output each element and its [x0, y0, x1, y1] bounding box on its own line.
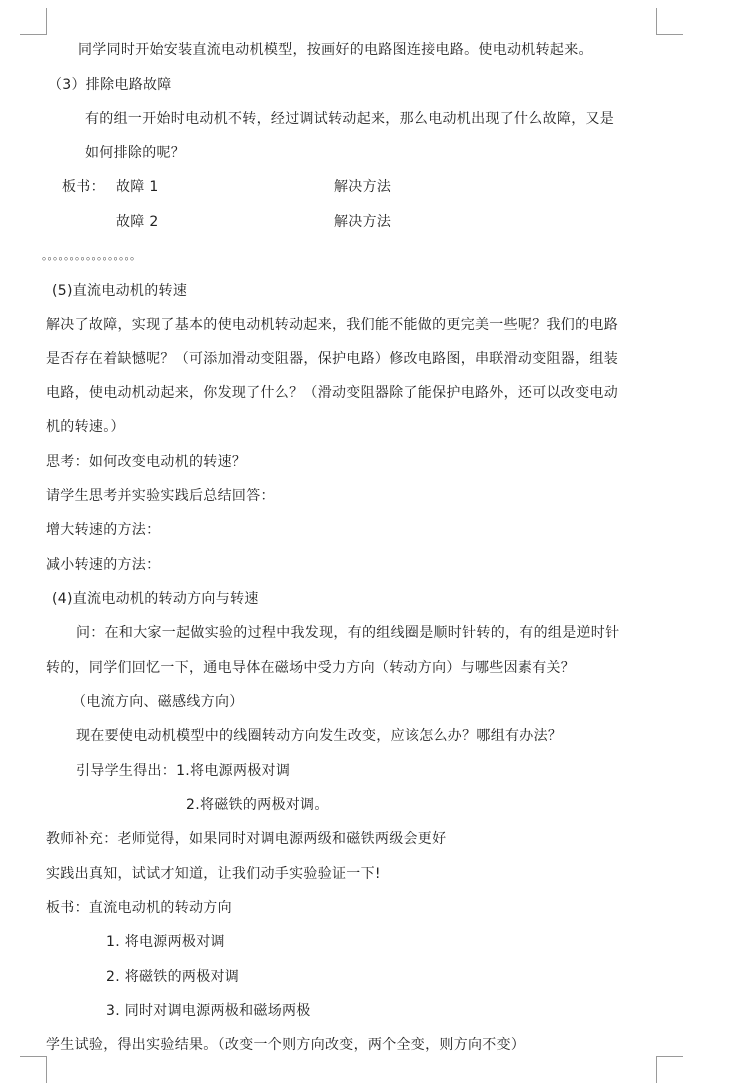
- paragraph-line: 学生试验，得出实验结果。（改变一个则方向改变，两个全变，则方向不变）: [46, 1037, 526, 1053]
- section-heading: （3）排除电路故障: [48, 77, 172, 93]
- paragraph-line: 转的，同学们回忆一下，通电导体在磁场中受力方向（转动方向）与哪些因素有关？: [46, 660, 576, 676]
- paragraph-line: 如何排除的呢？: [85, 145, 186, 161]
- section-heading: (4)直流电动机的转动方向与转速: [52, 591, 259, 607]
- paragraph-line: 2.将磁铁的两极对调。: [186, 797, 329, 813]
- crop-mark-bottom-right: [656, 1056, 683, 1083]
- paragraph-line: （电流方向、磁感线方向）: [72, 694, 244, 710]
- section-heading: (5)直流电动机的转速: [52, 283, 188, 299]
- list-item: 2. 将磁铁的两极对调: [106, 969, 240, 985]
- crop-mark-top-right: [656, 8, 683, 35]
- crop-mark-bottom-left: [20, 1056, 47, 1083]
- paragraph-line: 思考：如何改变电动机的转速？: [46, 454, 247, 470]
- fault-item: 故障 1: [116, 179, 159, 195]
- paragraph-line: 同学同时开始安装直流电动机模型，按画好的电路图连接电路。使电动机转起来。: [78, 42, 593, 58]
- paragraph-line: 问：在和大家一起做实验的过程中我发现，有的组线圈是顺时针转的，有的组是逆时针: [76, 625, 620, 641]
- paragraph-line: 请学生思考并实验实践后总结回答：: [46, 488, 275, 504]
- paragraph-line: 减小转速的方法：: [46, 557, 161, 573]
- paragraph-line: 机的转速。）: [46, 419, 125, 435]
- paragraph-line: 教师补充：老师觉得，如果同时对调电源两级和磁铁两级会更好: [46, 831, 447, 847]
- list-item: 1. 将电源两极对调: [106, 934, 225, 950]
- board-heading: 板书：直流电动机的转动方向: [46, 900, 232, 916]
- crop-mark-top-left: [20, 8, 47, 35]
- paragraph-line: 引导学生得出：1.将电源两极对调: [76, 763, 291, 779]
- fault-item: 故障 2: [116, 214, 159, 230]
- board-label: 板书：: [62, 179, 105, 195]
- paragraph-line: 增大转速的方法：: [46, 522, 161, 538]
- paragraph-line: 解决了故障，实现了基本的使电动机转动起来，我们能不能做的更完美一些呢？我们的电路: [46, 317, 618, 333]
- paragraph-line: 现在要使电动机模型中的线圈转动方向发生改变，应该怎么办？哪组有办法？: [76, 728, 563, 744]
- solution-item: 解决方法: [334, 179, 392, 195]
- paragraph-line: 有的组一开始时电动机不转，经过调试转动起来，那么电动机出现了什么故障，又是: [85, 111, 615, 127]
- ellipsis-dots: 。。。。。。。。。。。。。。。。。: [42, 249, 141, 262]
- paragraph-line: 实践出真知，试试才知道，让我们动手实验验证一下!: [46, 866, 381, 882]
- paragraph-line: 是否存在着缺憾呢？（可添加滑动变阻器，保护电路）修改电路图，串联滑动变阻器，组装: [46, 351, 618, 367]
- paragraph-line: 电路，使电动机动起来，你发现了什么？（滑动变阻器除了能保护电路外，还可以改变电动: [46, 385, 618, 401]
- list-item: 3. 同时对调电源两极和磁场两极: [106, 1003, 311, 1019]
- solution-item: 解决方法: [334, 214, 392, 230]
